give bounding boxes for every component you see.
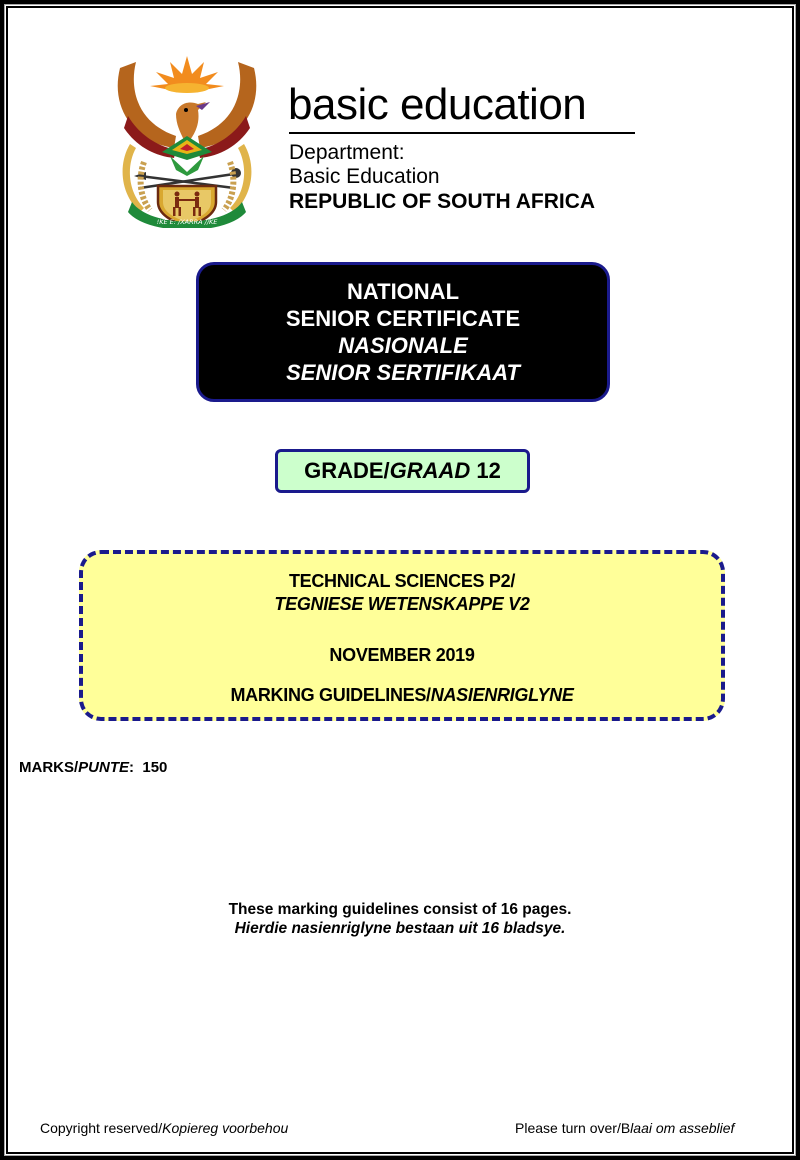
turn-over-en: Please turn over/B [515, 1120, 631, 1136]
document-type [83, 684, 721, 706]
document-type-en: MARKING GUIDELINES/ [230, 685, 431, 705]
certificate-line-3: NASIONALE [338, 333, 468, 358]
page-count-en: These marking guidelines consist of 16 pages. [228, 901, 572, 918]
footer-turn-over [515, 1120, 734, 1136]
subject-title-en: TECHNICAL SCIENCES P2/ [288, 571, 516, 591]
certificate-banner [196, 262, 610, 402]
copyright-en: Copyright reserved/ [40, 1120, 163, 1136]
page-count-af: Hierdie nasienriglyne bestaan uit 16 bladsye. [234, 920, 566, 937]
brand-title: basic education [288, 80, 587, 129]
subject-panel [79, 550, 725, 721]
certificate-line-1: NATIONAL [346, 279, 460, 304]
copyright-af: Kopiereg voorbehou [162, 1120, 289, 1136]
grade-label-en: GRADE/ [304, 458, 390, 483]
turn-over-af: laai om asseblief [630, 1120, 735, 1136]
certificate-line-4: SENIOR SERTIFIKAAT [286, 360, 520, 385]
country-name: REPUBLIC OF SOUTH AFRICA [289, 190, 596, 213]
document-type-af: NASIENRIGLYNE [430, 685, 574, 705]
marks-separator: : [129, 759, 143, 776]
svg-text:!KE E: /XARRA //KE: !KE E: /XARRA //KE [156, 218, 218, 226]
grade-number: 12 [470, 458, 501, 483]
grade-label-af: GRAAD [389, 458, 471, 483]
marks-value: 150 [142, 759, 168, 776]
total-marks [19, 759, 167, 776]
marks-label-en: MARKS/ [19, 759, 79, 776]
grade-badge [275, 449, 530, 493]
sun-icon [150, 56, 224, 93]
department-name: Basic Education [289, 165, 440, 188]
department-label: Department: [289, 141, 405, 164]
brand-divider [289, 132, 635, 134]
footer-copyright [40, 1120, 288, 1136]
subject-title-af: TEGNIESE WETENSKAPPE V2 [274, 594, 530, 614]
exam-session: NOVEMBER 2019 [329, 645, 475, 665]
certificate-line-2: SENIOR CERTIFICATE [285, 306, 521, 331]
marks-label-af: PUNTE [78, 759, 130, 776]
coat-of-arms-icon [114, 52, 260, 228]
